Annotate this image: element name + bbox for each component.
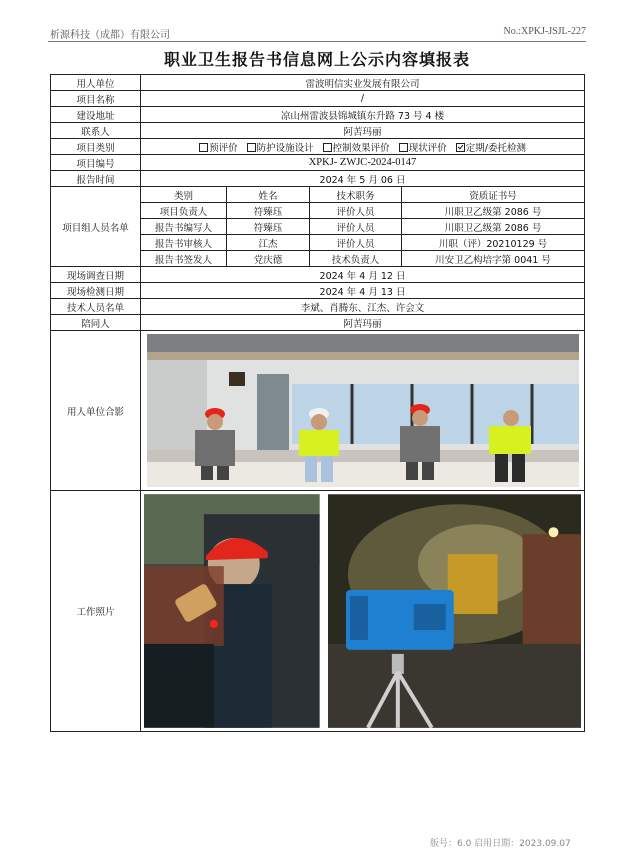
label-contact: 联系人 xyxy=(51,123,141,139)
team-cell: 符臻珏 xyxy=(227,203,310,219)
page-title: 职业卫生报告书信息网上公示内容填报表 xyxy=(163,50,470,69)
team-cell: 项目负责人 xyxy=(141,203,227,219)
team-header-cert: 资质证书号 xyxy=(402,187,585,203)
work-photo-dust-sampler xyxy=(328,494,581,728)
value-tech-staff: 李斌、肖腾东、江杰、许会文 xyxy=(141,299,585,315)
team-cell: 技术负责人 xyxy=(310,251,402,267)
row-contact xyxy=(51,123,585,139)
category-options xyxy=(141,139,585,155)
label-survey-date: 现场调查日期 xyxy=(51,267,141,283)
row-escort xyxy=(51,315,585,331)
label-team: 项目组人员名单 xyxy=(51,187,141,267)
checkbox-icon xyxy=(399,143,408,152)
value-contact: 阿苦玛丽 xyxy=(141,123,585,139)
value-report-date: 2024 年 5 月 06 日 xyxy=(141,171,585,187)
row-category xyxy=(51,139,585,155)
team-cell: 川职卫乙级第 2086 号 xyxy=(402,203,585,219)
team-cell: 报告书编写人 xyxy=(141,219,227,235)
label-group-photo: 用人单位合影 xyxy=(51,331,141,491)
value-employer: 雷波明信实业发展有限公司 xyxy=(141,75,585,91)
row-tech-staff xyxy=(51,299,585,315)
team-header-title: 技术职务 xyxy=(310,187,402,203)
team-cell: 川职（评）20210129 号 xyxy=(402,235,585,251)
team-cell: 符臻珏 xyxy=(227,219,310,235)
row-address xyxy=(51,107,585,123)
team-header-category: 类别 xyxy=(141,187,227,203)
checkbox-icon xyxy=(323,143,332,152)
team-cell: 川职卫乙级第 2086 号 xyxy=(402,219,585,235)
team-cell: 报告书审核人 xyxy=(141,235,227,251)
row-survey-date xyxy=(51,267,585,283)
label-escort: 陪同人 xyxy=(51,315,141,331)
checkbox-icon xyxy=(247,143,256,152)
disclosure-form xyxy=(50,74,585,732)
group-photo xyxy=(147,334,579,487)
option-protection-design[interactable]: 防护设施设计 xyxy=(247,143,314,154)
row-project-no xyxy=(51,155,585,171)
row-group-photo xyxy=(51,331,585,491)
row-detect-date xyxy=(51,283,585,299)
team-header-name: 姓名 xyxy=(227,187,310,203)
team-cell: 川安卫乙构培字第 0041 号 xyxy=(402,251,585,267)
team-cell: 党庆德 xyxy=(227,251,310,267)
option-periodic-detection[interactable]: 定期/委托检测 xyxy=(456,143,526,154)
value-address: 凉山州雷波县锦城镇东升路 73 号 4 楼 xyxy=(141,107,585,123)
label-address: 建设地址 xyxy=(51,107,141,123)
label-work-photos: 工作照片 xyxy=(51,491,141,732)
value-project-no: XPKJ- ZWJC-2024-0147 xyxy=(141,155,585,171)
label-project-name: 项目名称 xyxy=(51,91,141,107)
company-name: 析源科技（成都）有限公司 xyxy=(50,30,170,41)
team-header-row xyxy=(51,187,585,203)
team-cell: 评价人员 xyxy=(310,219,402,235)
footer-version: 版号：6.0 启用日期：2023.09.07 xyxy=(430,839,571,849)
team-cell: 评价人员 xyxy=(310,235,402,251)
work-photo-row xyxy=(144,494,581,728)
header-divider xyxy=(48,41,586,42)
row-project-name xyxy=(51,91,585,107)
checkbox-checked-icon xyxy=(456,143,465,152)
row-employer xyxy=(51,75,585,91)
option-pre-evaluation[interactable]: 预评价 xyxy=(199,143,238,154)
team-cell: 报告书签发人 xyxy=(141,251,227,267)
option-status-evaluation[interactable]: 现状评价 xyxy=(399,143,447,154)
value-detect-date: 2024 年 4 月 13 日 xyxy=(141,283,585,299)
option-control-effect[interactable]: 控制效果评价 xyxy=(323,143,390,154)
label-employer: 用人单位 xyxy=(51,75,141,91)
group-photo-cell xyxy=(141,331,585,491)
team-cell: 江杰 xyxy=(227,235,310,251)
doc-number: No.:XPKJ-JSJL-227 xyxy=(503,26,586,37)
label-tech-staff: 技术人员名单 xyxy=(51,299,141,315)
checkbox-icon xyxy=(199,143,208,152)
work-photo-noise-meter xyxy=(144,494,320,728)
label-report-date: 报告时间 xyxy=(51,171,141,187)
row-work-photos xyxy=(51,491,585,732)
label-project-no: 项目编号 xyxy=(51,155,141,171)
label-detect-date: 现场检测日期 xyxy=(51,283,141,299)
label-category: 项目类别 xyxy=(51,139,141,155)
value-escort: 阿苦玛丽 xyxy=(141,315,585,331)
value-survey-date: 2024 年 4 月 12 日 xyxy=(141,267,585,283)
team-cell: 评价人员 xyxy=(310,203,402,219)
row-report-date xyxy=(51,171,585,187)
work-photos-cell xyxy=(141,491,585,732)
value-project-name: / xyxy=(141,91,585,107)
